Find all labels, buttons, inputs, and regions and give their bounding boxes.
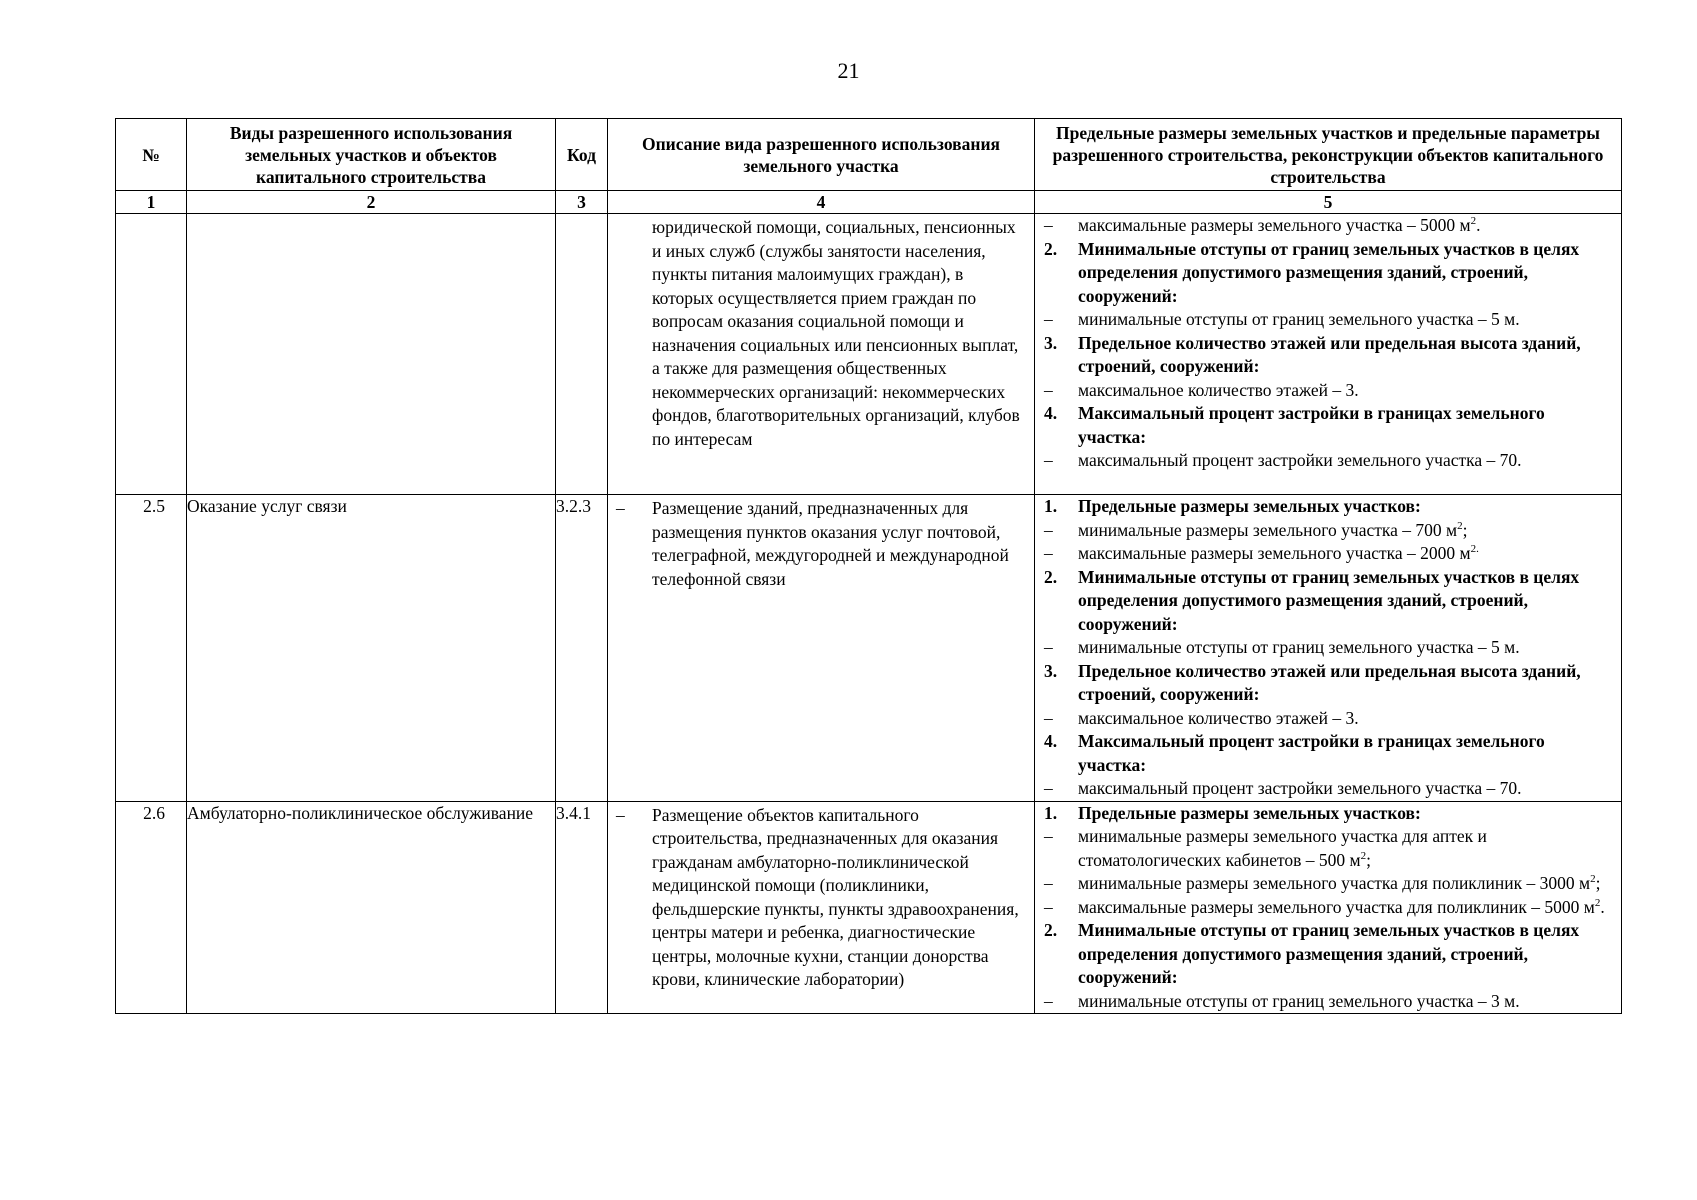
superscript: 2 bbox=[1470, 215, 1477, 228]
parameter-item bbox=[1035, 214, 1621, 238]
header-parameters: Предельные размеры земельных участков и предельные параметры разрешенного строительства, реконструкции объектов капитального строительства bbox=[1035, 119, 1622, 191]
list-dash: – bbox=[616, 498, 625, 518]
parameter-text: максимальный процент застройки земельного участка – 70. bbox=[1078, 450, 1522, 470]
use-type-code: 3.2.3 bbox=[556, 495, 608, 802]
table-row bbox=[116, 214, 1622, 495]
description-cell bbox=[608, 214, 1035, 495]
parameter-heading bbox=[1035, 238, 1621, 309]
row-number: 2.5 bbox=[116, 495, 187, 802]
superscript: 2 bbox=[1594, 896, 1601, 909]
list-marker: 3. bbox=[1044, 332, 1058, 353]
parameter-text: Минимальные отступы от границ земельных участков в целях определения допустимого размещения зданий, строений, сооружений: bbox=[1078, 566, 1580, 634]
superscript: 2 bbox=[1360, 849, 1367, 862]
parameters-cell bbox=[1035, 495, 1622, 802]
parameter-text: максимальные размеры земельного участка – 2000 м bbox=[1078, 543, 1471, 563]
list-marker: 1. bbox=[1044, 802, 1058, 823]
list-marker: 2. bbox=[1044, 920, 1058, 940]
description-cell bbox=[608, 495, 1035, 802]
superscript: 2. bbox=[1470, 543, 1479, 556]
header-description: Описание вида разрешенного использования земельного участка bbox=[608, 119, 1035, 191]
superscript: 2 bbox=[1590, 873, 1596, 886]
parameter-item bbox=[1035, 707, 1621, 731]
parameter-tail: ; bbox=[1462, 519, 1468, 540]
list-marker: – bbox=[1044, 707, 1053, 728]
header-use-type: Виды разрешенного использования земельных участков и объектов капитального строительства bbox=[187, 119, 556, 191]
parameters-cell bbox=[1035, 214, 1622, 495]
parameter-heading bbox=[1035, 332, 1621, 379]
parameter-text: минимальные размеры земельного участка – 700 м bbox=[1078, 519, 1458, 540]
parameter-heading bbox=[1035, 730, 1621, 777]
header-number: № bbox=[116, 119, 187, 191]
parameter-heading bbox=[1035, 566, 1621, 637]
parameter-text: максимальные размеры земельного участка для поликлиник – 5000 м bbox=[1078, 896, 1595, 917]
parameter-item bbox=[1035, 636, 1621, 660]
parameter-tail: . bbox=[1600, 896, 1605, 917]
table-row bbox=[116, 801, 1622, 1014]
parameter-item bbox=[1035, 872, 1621, 896]
parameter-tail: . bbox=[1476, 215, 1481, 235]
list-marker: – bbox=[1044, 826, 1053, 846]
parameter-text: Предельные размеры земельных участков: bbox=[1078, 802, 1421, 823]
list-marker: 4. bbox=[1044, 403, 1058, 423]
list-marker: – bbox=[1044, 990, 1053, 1011]
column-number: 5 bbox=[1035, 191, 1622, 214]
zoning-table bbox=[115, 118, 1622, 1014]
parameter-item bbox=[1035, 449, 1621, 473]
parameter-item bbox=[1035, 379, 1621, 403]
parameter-item bbox=[1035, 896, 1621, 920]
parameter-text: максимальный процент застройки земельного участка – 70. bbox=[1078, 778, 1522, 798]
parameter-text: Предельное количество этажей или предельная высота зданий, строений, сооружений: bbox=[1078, 332, 1581, 376]
parameter-tail: ; bbox=[1366, 849, 1372, 870]
parameter-text: Максимальный процент застройки в границах земельного участка: bbox=[1078, 731, 1545, 775]
list-marker: 2. bbox=[1044, 566, 1058, 587]
column-number: 2 bbox=[187, 191, 556, 214]
list-marker: 4. bbox=[1044, 731, 1058, 751]
parameter-text: Минимальные отступы от границ земельных участков в целях определения допустимого размещения зданий, строений, сооружений: bbox=[1078, 920, 1580, 987]
superscript: 2 bbox=[1457, 519, 1463, 532]
parameters-cell bbox=[1035, 801, 1622, 1014]
row-number bbox=[116, 214, 187, 495]
row-number: 2.6 bbox=[116, 801, 187, 1014]
parameter-item bbox=[1035, 825, 1621, 872]
list-marker: 1. bbox=[1044, 496, 1058, 516]
parameter-text: максимальное количество этажей – 3. bbox=[1078, 379, 1359, 400]
list-marker: – bbox=[1044, 637, 1053, 657]
parameter-item bbox=[1035, 990, 1621, 1014]
parameter-text: максимальное количество этажей – 3. bbox=[1078, 707, 1359, 728]
list-marker: – bbox=[1044, 778, 1053, 798]
description-text: юридической помощи, социальных, пенсионных и иных служб (службы занятости населения, пункты питания малоимущих граждан), в которых осуществляется прием граждан по вопросам оказания социальной помощи и назначения социальных или пенсионных выплат, а также для размещения общественных некоммерческих организаций: некоммерческих фондов, благотворительных организаций, клубов по интересам bbox=[652, 217, 1020, 449]
use-type-name bbox=[187, 214, 556, 495]
parameter-item bbox=[1035, 542, 1621, 566]
list-marker: – bbox=[1044, 873, 1053, 893]
parameter-text: Предельные размеры земельных участков: bbox=[1078, 496, 1421, 516]
parameter-heading bbox=[1035, 919, 1621, 990]
column-number-row bbox=[116, 191, 1622, 214]
parameter-text: максимальные размеры земельного участка – 5000 м bbox=[1078, 215, 1471, 235]
parameter-heading bbox=[1035, 402, 1621, 449]
page-number: 21 bbox=[837, 58, 860, 83]
parameter-heading bbox=[1035, 660, 1621, 707]
column-number: 4 bbox=[608, 191, 1035, 214]
parameter-tail: ; bbox=[1595, 873, 1601, 893]
table-row bbox=[116, 495, 1622, 802]
table-header bbox=[116, 119, 1622, 214]
parameter-text: минимальные отступы от границ земельного участка – 3 м. bbox=[1078, 990, 1520, 1011]
parameter-text: минимальные отступы от границ земельного участка – 5 м. bbox=[1078, 637, 1520, 657]
list-marker: – bbox=[1044, 215, 1053, 235]
parameter-text: Предельное количество этажей или предельная высота зданий, строений, сооружений: bbox=[1078, 660, 1581, 704]
list-marker: – bbox=[1044, 543, 1053, 563]
parameter-item bbox=[1035, 777, 1621, 801]
description-text: Размещение объектов капитального строительства, предназначенных для оказания гражданам амбулаторно-поликлинической медицинской помощи (поликлиники, фельдшерские пункты, пункты здравоохранения, центры матери и ребенка, диагностические центры, молочные кухни, станции донорства крови, клинические лаборатории) bbox=[652, 804, 1019, 989]
list-marker: – bbox=[1044, 309, 1053, 329]
use-type-name: Оказание услуг связи bbox=[187, 495, 556, 802]
parameter-text: минимальные отступы от границ земельного участка – 5 м. bbox=[1078, 309, 1520, 329]
column-number: 3 bbox=[556, 191, 608, 214]
parameter-heading bbox=[1035, 495, 1621, 519]
parameter-item bbox=[1035, 308, 1621, 332]
list-dash: – bbox=[616, 804, 625, 825]
table-body bbox=[116, 214, 1622, 1014]
description-cell bbox=[608, 801, 1035, 1014]
parameter-item bbox=[1035, 519, 1621, 543]
parameter-text: Максимальный процент застройки в границах земельного участка: bbox=[1078, 403, 1545, 447]
list-marker: – bbox=[1044, 519, 1053, 540]
column-number: 1 bbox=[116, 191, 187, 214]
list-marker: – bbox=[1044, 450, 1053, 470]
list-marker: – bbox=[1044, 379, 1053, 400]
description-text: Размещение зданий, предназначенных для размещения пунктов оказания услуг почтовой, телеграфной, междугородней и международной телефонной связи bbox=[652, 498, 1009, 589]
parameter-text: минимальные размеры земельного участка для поликлиник – 3000 м bbox=[1078, 873, 1591, 893]
list-marker: 3. bbox=[1044, 660, 1058, 681]
use-type-name: Амбулаторно-поликлиническое обслуживание bbox=[187, 801, 556, 1014]
parameter-text: Минимальные отступы от границ земельных участков в целях определения допустимого размещения зданий, строений, сооружений: bbox=[1078, 238, 1580, 306]
list-marker: – bbox=[1044, 896, 1053, 917]
parameter-text: минимальные размеры земельного участка для аптек и стоматологических кабинетов – 500 м bbox=[1078, 826, 1487, 870]
use-type-code: 3.4.1 bbox=[556, 801, 608, 1014]
header-code: Код bbox=[556, 119, 608, 191]
list-marker: 2. bbox=[1044, 238, 1058, 259]
parameter-heading bbox=[1035, 802, 1621, 826]
use-type-code bbox=[556, 214, 608, 495]
